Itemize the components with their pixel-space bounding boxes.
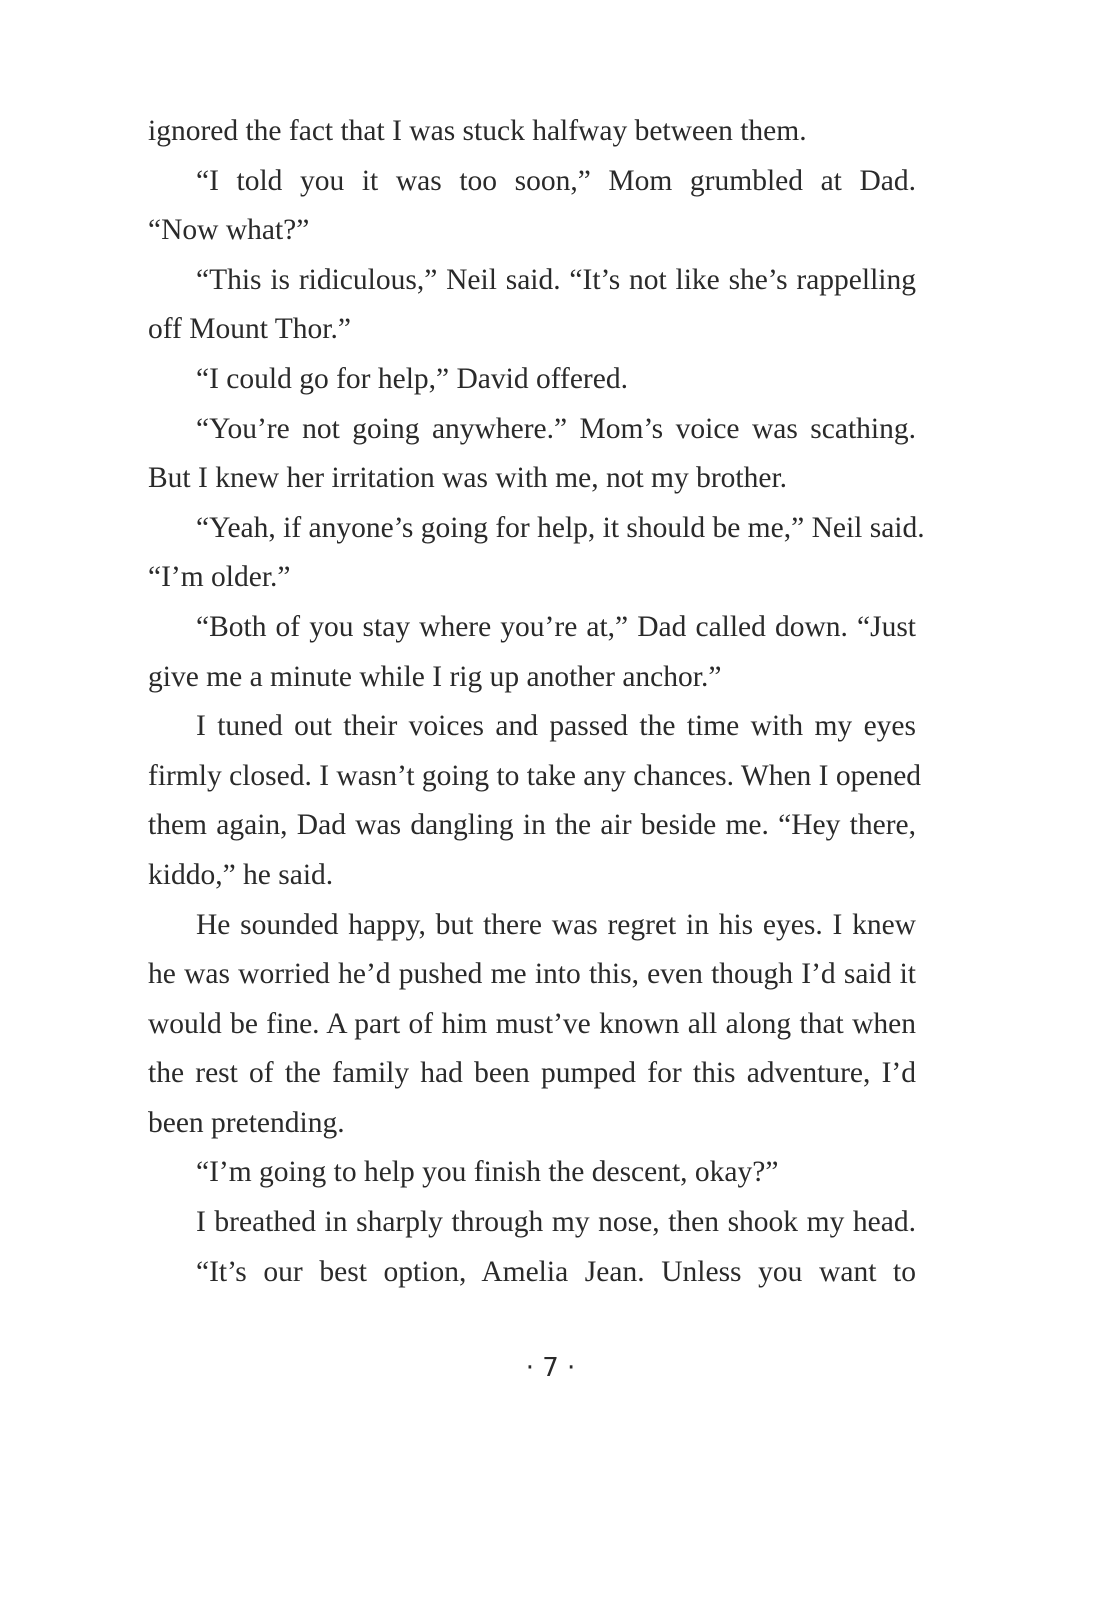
text-line: “It’s our best option, Amelia Jean. Unless you want to [196, 1255, 916, 1288]
text-line: kiddo,” he said. [148, 858, 334, 891]
text-line: been pretending. [148, 1106, 345, 1139]
text-line: he was worried he’d pushed me into this, even though I’d said it [148, 958, 916, 991]
text-line: give me a minute while I rig up another anchor.” [148, 660, 722, 693]
text-line: I tuned out their voices and passed the time with my eyes [196, 710, 916, 743]
text-line: “I told you it was too soon,” Mom grumbled at Dad. [196, 164, 916, 197]
text-line: He sounded happy, but there was regret in his eyes. I knew [196, 908, 916, 941]
text-line: firmly closed. I wasn’t going to take any chances. When I opened [148, 759, 922, 792]
text-line: off Mount Thor.” [148, 313, 351, 346]
page-number: · 7 · [525, 1353, 576, 1383]
text-line: “I’m going to help you finish the descent, okay?” [196, 1156, 779, 1189]
body-text [148, 107, 925, 1297]
text-line: the rest of the family had been pumped for this adventure, I’d [148, 1057, 916, 1090]
text-line: ignored the fact that I was stuck halfway between them. [148, 115, 807, 147]
text-line: “Both of you stay where you’re at,” Dad called down. “Just [196, 610, 916, 643]
text-line: them again, Dad was dangling in the air beside me. “Hey there, [148, 809, 916, 842]
text-line: I breathed in sharply through my nose, then shook my head. [196, 1206, 916, 1239]
text-line: “I’m older.” [148, 561, 291, 594]
text-line: “You’re not going anywhere.” Mom’s voice was scathing. [196, 412, 916, 445]
text-line: “Now what?” [148, 214, 310, 247]
text-line: would be fine. A part of him must’ve known all along that when [148, 1007, 916, 1040]
text-line: “I could go for help,” David offered. [196, 362, 628, 395]
text-line: “Yeah, if anyone’s going for help, it should be me,” Neil said. [196, 511, 925, 544]
text-line: “This is ridiculous,” Neil said. “It’s not like she’s rappelling [196, 263, 916, 296]
text-line: But I knew her irritation was with me, not my brother. [148, 462, 788, 495]
